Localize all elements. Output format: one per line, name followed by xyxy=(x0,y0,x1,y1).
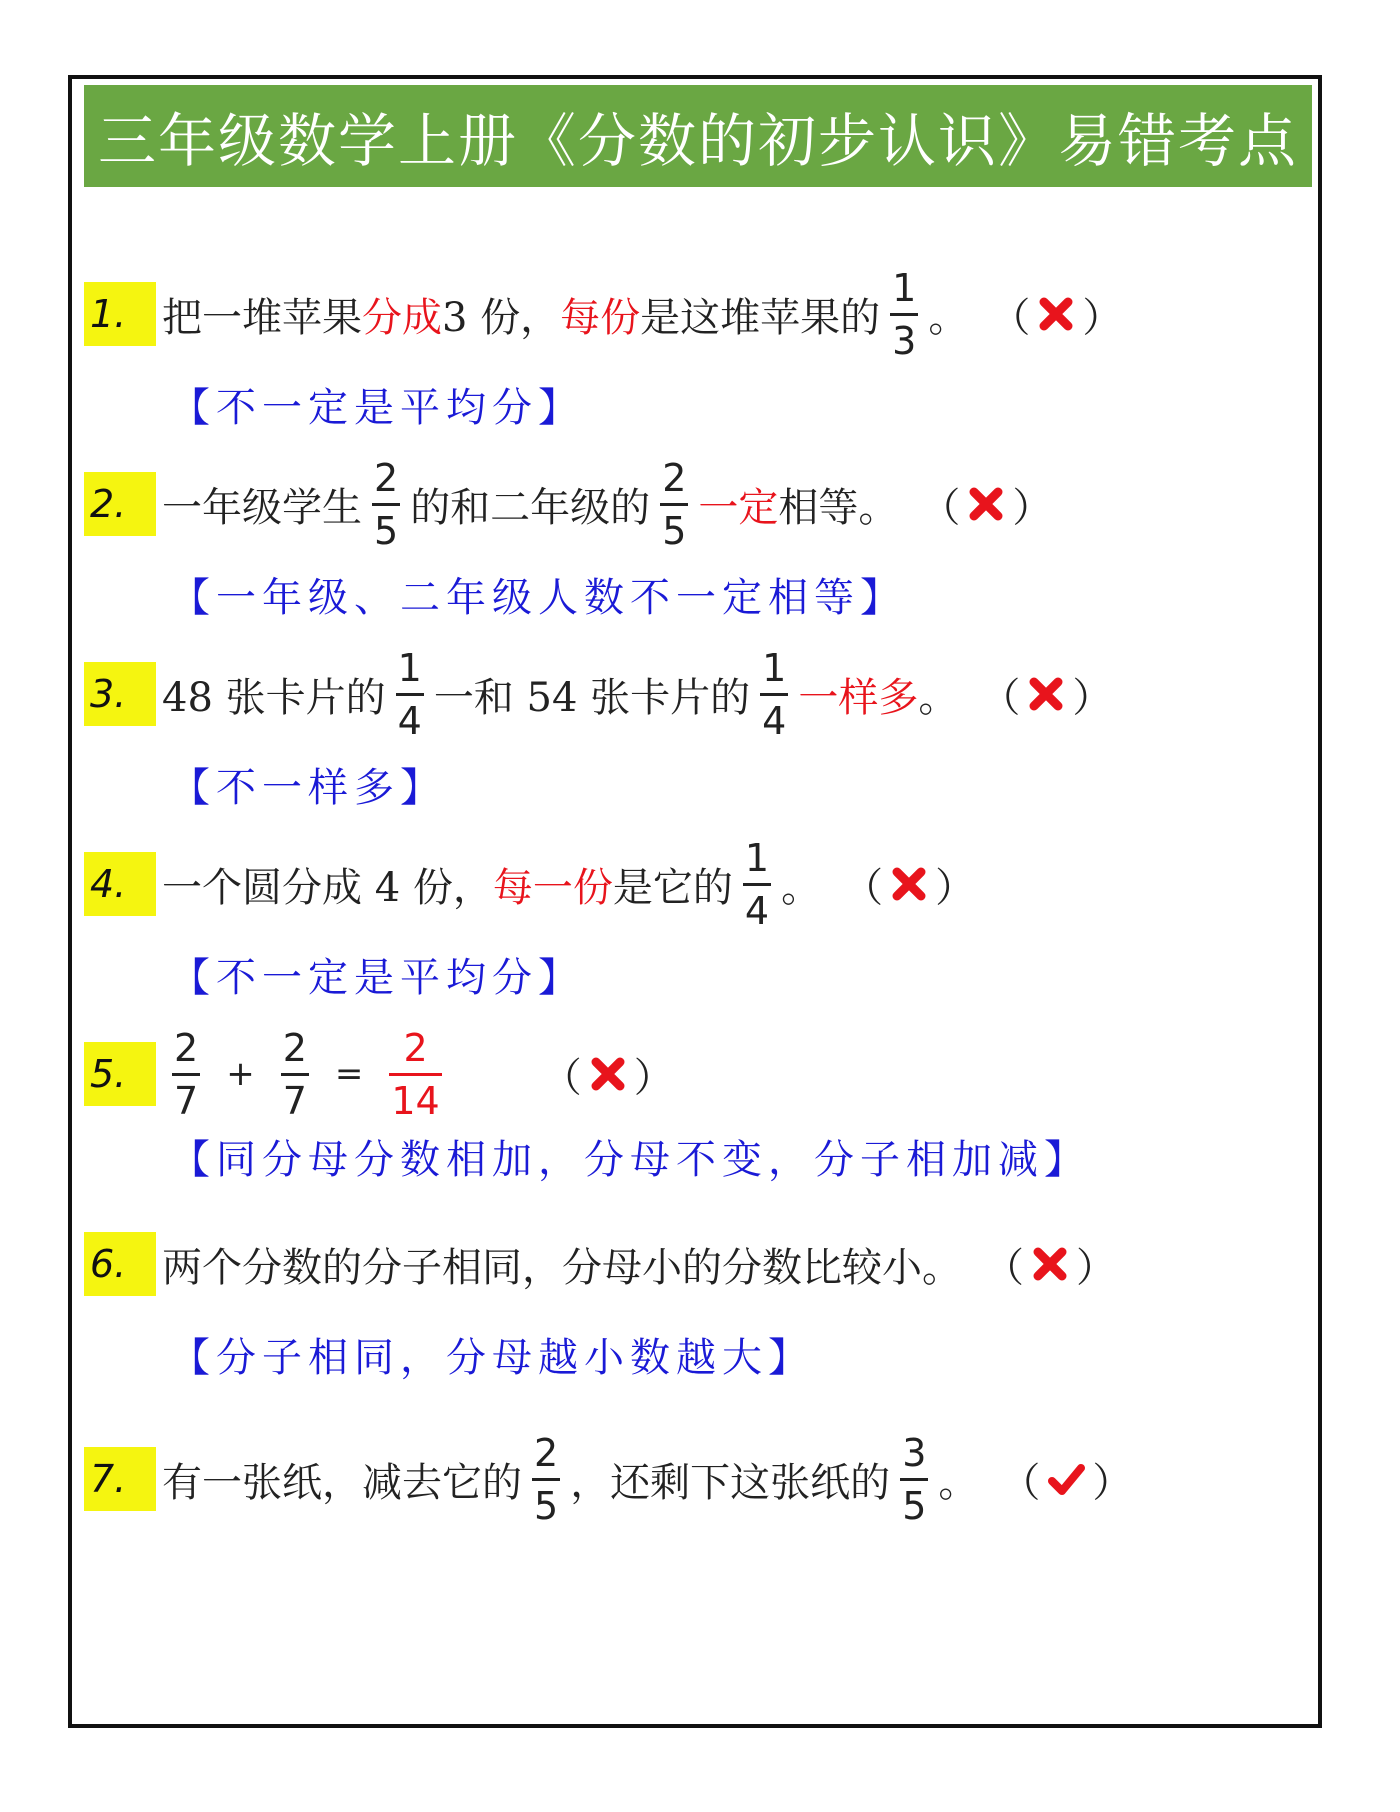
highlight-text: 每一份 xyxy=(492,864,613,911)
question-item-2 xyxy=(84,444,1314,623)
fraction xyxy=(281,1025,309,1123)
fraction xyxy=(396,645,424,743)
denominator: 5 xyxy=(902,1483,927,1528)
numerator: 2 xyxy=(534,1430,559,1475)
question-number: 2. xyxy=(84,472,156,536)
answer-mark xyxy=(843,856,975,913)
close-paren: ） xyxy=(1082,294,1123,341)
highlight-text: 每份 xyxy=(560,294,641,341)
numerator: 2 xyxy=(662,455,687,500)
question-text: 是它的 xyxy=(612,864,733,911)
open-paren: （ xyxy=(843,864,884,911)
question-item-1 xyxy=(84,254,1314,433)
question-line xyxy=(84,824,1314,944)
question-line xyxy=(84,1014,1314,1134)
question-text: 有一张纸，减去它的 xyxy=(162,1459,522,1506)
cross-icon xyxy=(889,864,929,904)
fraction-result xyxy=(389,1025,441,1123)
numerator: 2 xyxy=(282,1025,307,1070)
denominator: 14 xyxy=(391,1078,440,1123)
cross-icon xyxy=(966,484,1006,524)
fraction xyxy=(900,1430,928,1528)
numerator: 2 xyxy=(403,1025,428,1070)
fraction xyxy=(890,265,918,363)
question-text: 两个分数的分子相同，分母小的分数比较小。 xyxy=(162,1244,962,1291)
numerator: 1 xyxy=(892,265,917,310)
explanation-note: 【一年级、二年级人数不一定相等】 xyxy=(170,575,906,621)
close-paren: ） xyxy=(1012,484,1053,531)
explanation-note: 【同分母分数相加，分母不变，分子相加减】 xyxy=(170,1137,1090,1183)
fraction xyxy=(660,455,688,553)
cross-icon xyxy=(1030,1244,1070,1284)
denominator: 7 xyxy=(282,1078,307,1123)
question-text: ，还剩下这张纸的 xyxy=(570,1459,891,1506)
question-number: 1. xyxy=(84,282,156,346)
open-paren: （ xyxy=(920,484,961,531)
numerator: 2 xyxy=(374,455,399,500)
denominator: 5 xyxy=(534,1483,559,1528)
answer-mark xyxy=(1000,1451,1132,1508)
question-line xyxy=(84,1419,1314,1539)
open-paren: （ xyxy=(984,1244,1024,1291)
question-number: 5. xyxy=(84,1042,156,1106)
question-text: 。 xyxy=(781,864,822,911)
close-paren: ） xyxy=(1076,1244,1116,1291)
question-text: 。 xyxy=(928,294,969,341)
denominator: 7 xyxy=(174,1078,199,1123)
explanation-note: 【不一定是平均分】 xyxy=(170,955,584,1001)
question-number: 6. xyxy=(84,1232,156,1296)
numerator: 1 xyxy=(744,835,770,880)
open-paren: （ xyxy=(1000,1459,1041,1506)
question-number: 3. xyxy=(84,662,156,726)
denominator: 4 xyxy=(762,698,787,743)
cross-icon xyxy=(1026,674,1066,714)
question-item-6 xyxy=(84,1204,1314,1383)
denominator: 4 xyxy=(744,888,770,933)
cross-icon xyxy=(588,1054,628,1094)
question-item-3 xyxy=(84,634,1314,813)
question-text: 把一堆苹果 xyxy=(162,294,362,341)
numerator: 1 xyxy=(397,645,422,690)
question-text: 一年级学生 xyxy=(162,484,362,531)
check-icon xyxy=(1046,1459,1086,1499)
numerator: 1 xyxy=(762,645,787,690)
open-paren: （ xyxy=(990,294,1031,341)
question-line xyxy=(84,254,1314,374)
answer-mark xyxy=(920,476,1052,533)
fraction xyxy=(743,835,771,933)
close-paren: ） xyxy=(633,1054,674,1101)
numerator: 2 xyxy=(174,1025,199,1070)
numerator: 3 xyxy=(902,1430,927,1475)
plus-operator: + xyxy=(226,1054,255,1094)
open-paren: （ xyxy=(541,1054,582,1101)
explanation-note: 【不一样多】 xyxy=(170,765,446,811)
question-item-4 xyxy=(84,824,1314,1003)
fraction xyxy=(532,1430,560,1528)
highlight-text: 一样多 xyxy=(798,674,919,721)
question-text: 一个圆分成 4 份， xyxy=(162,864,493,911)
open-paren: （ xyxy=(980,674,1021,721)
answer-mark xyxy=(542,1046,674,1103)
denominator: 3 xyxy=(892,318,917,363)
question-text: 相等。 xyxy=(778,484,899,531)
page-title: 三年级数学上册《分数的初步认识》易错考点 xyxy=(97,107,1298,175)
fraction xyxy=(760,645,788,743)
question-number: 4. xyxy=(84,852,156,916)
question-item-7 xyxy=(84,1419,1314,1539)
denominator: 4 xyxy=(397,698,422,743)
explanation-note: 【分子相同，分母越小数越大】 xyxy=(170,1335,814,1381)
highlight-text: 分成 xyxy=(362,294,442,341)
question-text: 48 张卡片的 xyxy=(162,674,386,721)
question-line xyxy=(84,1204,1314,1324)
question-number: 7. xyxy=(84,1447,156,1511)
answer-mark xyxy=(990,286,1122,343)
question-text: 是这堆苹果的 xyxy=(640,294,881,341)
fraction xyxy=(372,455,400,553)
answer-mark xyxy=(984,1236,1116,1293)
highlight-text: 一定 xyxy=(698,484,779,531)
question-line xyxy=(84,634,1314,754)
answer-mark xyxy=(980,666,1112,723)
question-text: 的和二年级的 xyxy=(410,484,651,531)
question-text: 一和 54 张卡片的 xyxy=(433,674,751,721)
close-paren: ） xyxy=(1072,674,1113,721)
question-text: 。 xyxy=(918,674,959,721)
explanation-note: 【不一定是平均分】 xyxy=(170,385,584,431)
question-item-5 xyxy=(84,1014,1314,1185)
equals-operator: = xyxy=(334,1054,364,1094)
question-text: 3 份， xyxy=(442,294,561,341)
worksheet-frame xyxy=(68,75,1322,1728)
close-paren: ） xyxy=(935,864,976,911)
fraction xyxy=(172,1025,200,1123)
close-paren: ） xyxy=(1092,1459,1133,1506)
denominator: 5 xyxy=(662,508,687,553)
cross-icon xyxy=(1036,294,1076,334)
title-banner xyxy=(84,85,1312,187)
denominator: 5 xyxy=(374,508,399,553)
question-line xyxy=(84,444,1314,564)
question-text: 。 xyxy=(938,1459,979,1506)
